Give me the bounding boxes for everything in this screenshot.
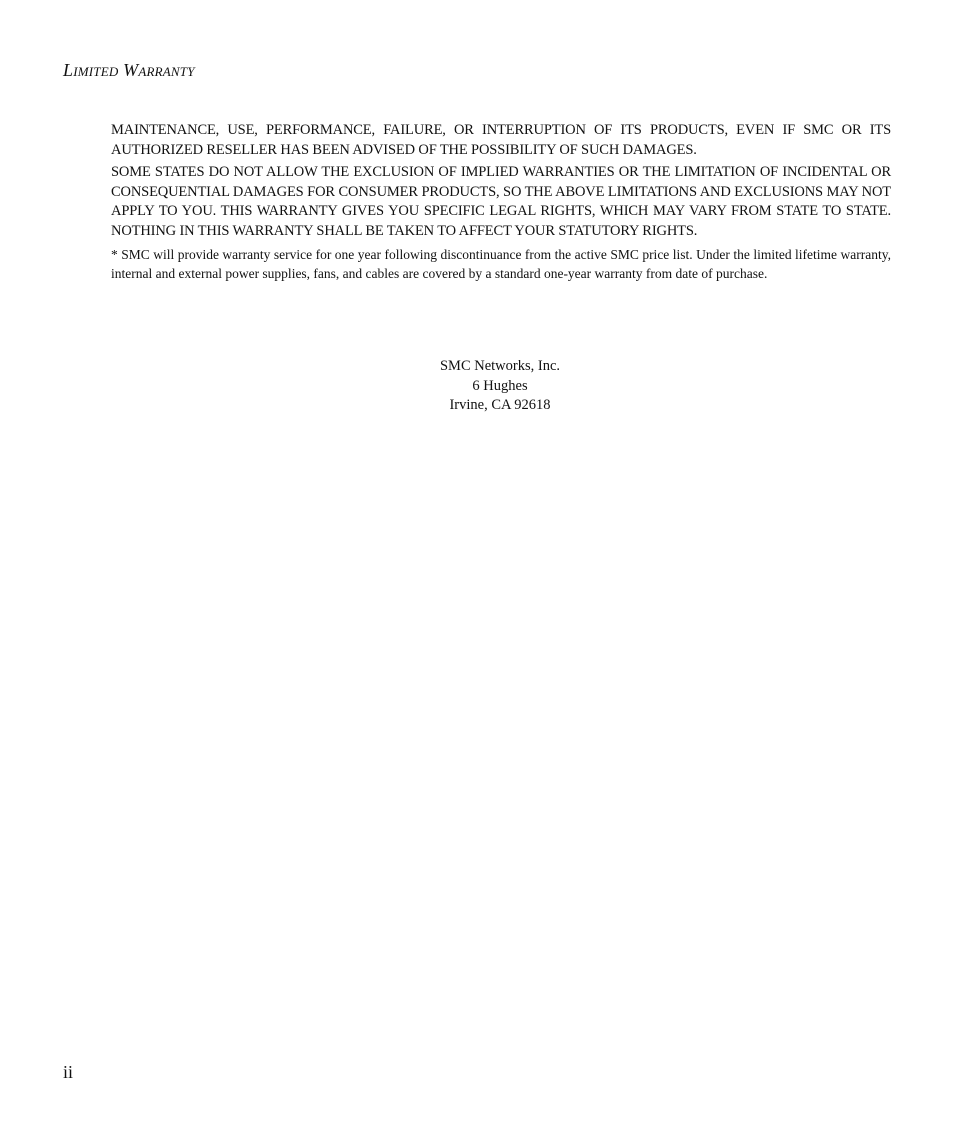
- city-state-zip: Irvine, CA 92618: [449, 397, 551, 414]
- running-header: Limited Warranty: [63, 60, 195, 80]
- state-rights-paragraph: SOME STATES DO NOT ALLOW THE EXCLUSION OF IMPLIED WARRANTIES OR THE LIMITATION OF INCIDENTAL OR CONSEQUENTIAL DAMAGES FOR CONSUMER PRODUCTS, SO THE ABOVE LIMITATIONS AND EXCLUSIONS MAY NOT APPLY TO YOU. THIS WARRANTY GIVES YOU SPECIFIC LEGAL RIGHTS, WHICH MAY VARY FROM STATE TO STATE. NOTHING IN THIS WARRANTY SHALL BE TAKEN TO AFFECT YOUR STATUTORY RIGHTS.: [111, 164, 891, 239]
- warranty-footnote: * SMC will provide warranty service for one year following discontinuance from the active SMC price list. Under the limited lifetime warranty, internal and external power supplies, fans, and cables are covered by a standard one-year warranty from date of purchase.: [111, 246, 891, 282]
- street-address: 6 Hughes: [472, 377, 528, 394]
- damages-paragraph: MAINTENANCE, USE, PERFORMANCE, FAILURE, OR INTERRUPTION OF ITS PRODUCTS, EVEN IF SMC OR ITS AUTHORIZED RESELLER HAS BEEN ADVISED OF THE POSSIBILITY OF SUCH DAMAGES.: [111, 122, 891, 158]
- company-name: SMC Networks, Inc.: [439, 358, 561, 374]
- warranty-body: [111, 121, 891, 284]
- company-address: [400, 357, 600, 416]
- page-number: ii: [63, 1062, 74, 1082]
